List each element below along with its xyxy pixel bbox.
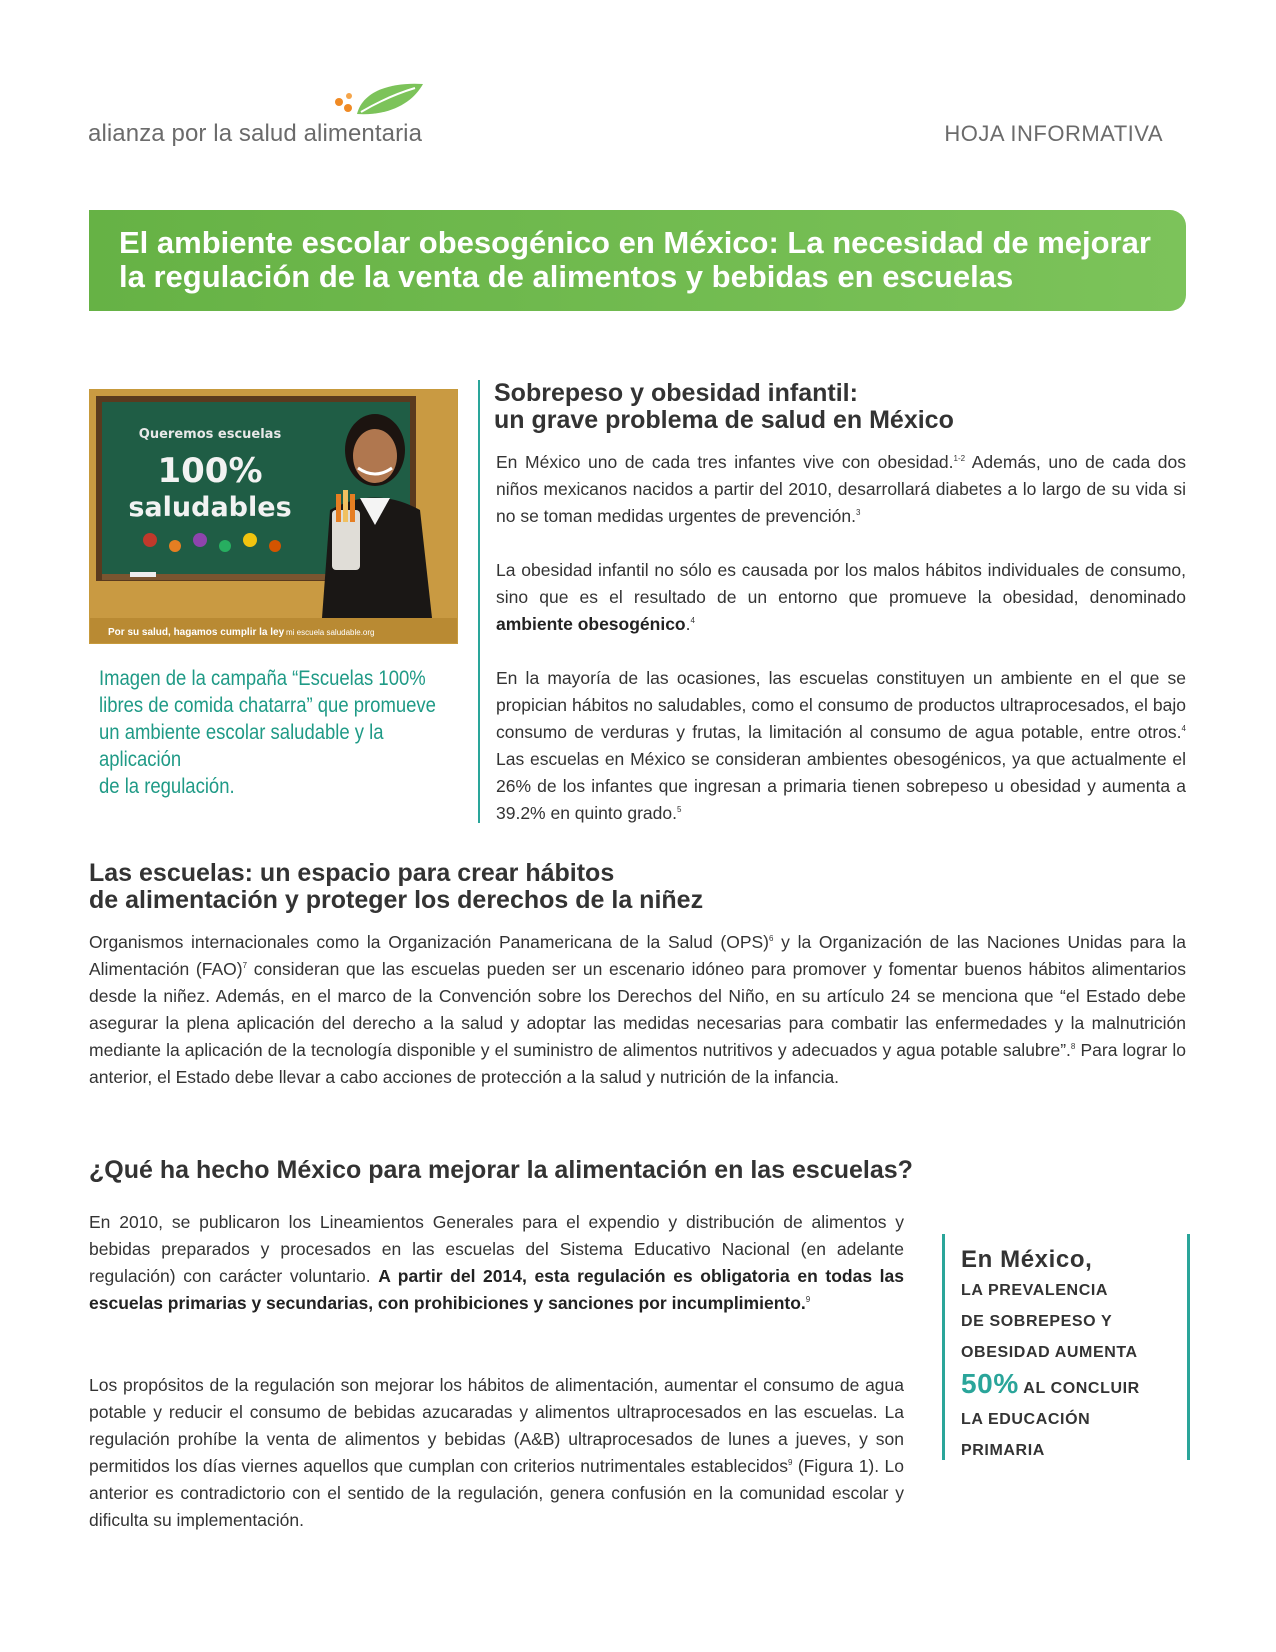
statistic-callout [942, 1234, 1190, 1460]
board-text-2: 100% [157, 451, 263, 491]
campaign-website: mi escuela saludable.org [286, 628, 375, 637]
text-run: y la Organización de las Naciones Unidas para la Alimentación (FAO) [89, 932, 1186, 979]
campaign-illustration [90, 390, 458, 644]
callout-line-pct [961, 1368, 1187, 1404]
text-run: La obesidad infantil no sólo es causada por los malos hábitos individuales de consumo, sino que es el resultado de un entorno que promueve la obesidad, denominado [496, 560, 1186, 607]
paragraph-obesity-stats [496, 449, 1186, 530]
text-run: Para lograr lo anterior, el Estado debe llevar a cabo acciones de protección a la salud y nutrición de la infancia. [89, 1040, 1186, 1087]
callout-line: LA PREVALENCIA [961, 1282, 1109, 1299]
footnote-ref: 7 [242, 961, 248, 971]
heading-line: ¿Qué ha hecho México para mejorar la alimentación en las escuelas? [89, 1156, 913, 1184]
bold-text: A partir del 2014, esta regulación es obligatoria en todas las escuelas primarias y secundarias, con prohibiciones y sanciones por incumplimiento. [89, 1266, 904, 1313]
footnote-ref: 3 [855, 508, 861, 518]
leaf-logo-icon [333, 80, 423, 120]
callout-line: OBESIDAD AUMENTA [961, 1344, 1138, 1361]
text-run: Además, uno de cada dos niños mexicanos nacidos a partir del 2010, desarrollará diabetes a lo largo de su vida si no se toman medidas urgentes de prevención. [496, 452, 1187, 526]
caption-line: Imagen de la campaña “Escuelas 100% [99, 667, 426, 690]
image-caption [99, 665, 460, 800]
org-logo [88, 80, 428, 150]
paragraph-schools-habits [496, 665, 1186, 827]
paragraph-international-orgs [89, 929, 1186, 1091]
paragraph-obesogenic-environment [496, 557, 1186, 638]
footnote-ref: 4 [1181, 724, 1186, 734]
text-run: (Figura 1). Lo anterior es contradictorio con el sentido de la regulación, genera confusión en la comunidad escolar y dificulta su implementación. [89, 1456, 904, 1530]
footnote-ref: 9 [805, 1295, 811, 1305]
callout-line: DE SOBREPESO Y [961, 1313, 1113, 1330]
footnote-ref: 9 [788, 1458, 793, 1468]
org-name: alianza por la salud alimentaria [88, 120, 423, 147]
campaign-image [89, 389, 458, 644]
text-run: En la mayoría de las ocasiones, las escuelas constituyen un ambiente en el que se propician hábitos no saludables, como el consumo de productos ultraprocesados, el bajo consumo de verduras y frutas, la limitación al consumo de agua potable, entre otros. [496, 668, 1186, 742]
callout-text: AL CONCLUIR [1018, 1380, 1140, 1397]
paragraph-regulation-history [89, 1209, 904, 1317]
text-run: Las escuelas en México se consideran ambientes obesogénicos, ya que actualmente el 26% de los infantes que ingresan a primaria tienen sobrepeso u obesidad y aumenta a 39.2% en quinto grado. [496, 749, 1186, 823]
heading-line: Las escuelas: un espacio para crear hábitos [89, 859, 615, 887]
title-line-1: El ambiente escolar obesogénico en México: La necesidad de mejorar [119, 225, 1151, 260]
footnote-ref: 1-2 [953, 454, 966, 464]
footnote-ref: 5 [676, 805, 682, 815]
page-title [119, 226, 1186, 294]
footnote-ref: 6 [769, 934, 774, 944]
footnote-ref: 4 [690, 616, 695, 626]
board-text-3: saludables [128, 492, 292, 523]
title-banner [89, 210, 1186, 311]
heading-line: Sobrepeso y obesidad infantil: [494, 379, 858, 407]
callout-line: LA EDUCACIÓN [961, 1411, 1091, 1428]
campaign-slogan: Por su salud, hagamos cumplir la ley [108, 627, 285, 638]
bold-term: ambiente obesogénico [496, 614, 686, 634]
caption-line: de la regulación. [99, 775, 235, 798]
text-run: . [685, 614, 691, 634]
footnote-ref: 8 [1070, 1042, 1076, 1052]
document-type-label: HOJA INFORMATIVA [944, 121, 1163, 146]
column-divider [478, 380, 480, 823]
section-heading-schools [89, 860, 703, 914]
text-run: En México uno de cada tres infantes vive con obesidad. [496, 452, 954, 472]
paragraph-regulation-purpose [89, 1372, 904, 1534]
caption-line: libres de comida chatarra” que promueve [99, 694, 436, 717]
callout-line: En México, [961, 1246, 1093, 1273]
heading-line: un grave problema de salud en México [494, 406, 954, 434]
board-text-1: Queremos escuelas [138, 427, 282, 442]
section-heading-obesity [494, 380, 954, 434]
title-line-2: la regulación de la venta de alimentos y bebidas en escuelas [119, 259, 1014, 294]
text-run: consideran que las escuelas pueden ser un escenario idóneo para promover y fomentar buenos hábitos alimentarios desde la niñez. Además, en el marco de la Convención sobre los Derechos del Niño, en su artículo 24 se menciona que “el Estado debe asegurar la plena aplicación del derecho a la salud y adoptar las medidas necesarias para combatir las enfermedades y la malnutrición mediante la aplicación de la tecnología disponible y el suministro de alimentos nutritivos y adecuados y agua potable salubre”. [89, 959, 1186, 1060]
text-run: En 2010, se publicaron los Lineamientos Generales para el expendio y distribución de alimentos y bebidas preparados y procesados en las escuelas del Sistema Educativo Nacional (en adelante regulación) con carácter voluntario. [89, 1212, 904, 1286]
callout-line: PRIMARIA [961, 1442, 1045, 1459]
caption-line: un ambiente escolar saludable y la aplicación [99, 721, 384, 771]
text-run: Organismos internacionales como la Organización Panamericana de la Salud (OPS) [89, 932, 770, 952]
heading-line: de alimentación y proteger los derechos de la niñez [89, 886, 704, 914]
text-run: Los propósitos de la regulación son mejorar los hábitos de alimentación, aumentar el consumo de agua potable y reducir el consumo de bebidas azucaradas y alimentos ultraprocesados en las escuelas. La regulación prohíbe la venta de alimentos y bebidas (A&B) ultraprocesados de lunes a jueves, y son permitidos los días viernes aquellos que cumplan con criterios nutrimentales establecidos [89, 1375, 904, 1476]
callout-percentage: 50% [961, 1368, 1019, 1399]
section-heading-mexico-actions [89, 1157, 913, 1184]
